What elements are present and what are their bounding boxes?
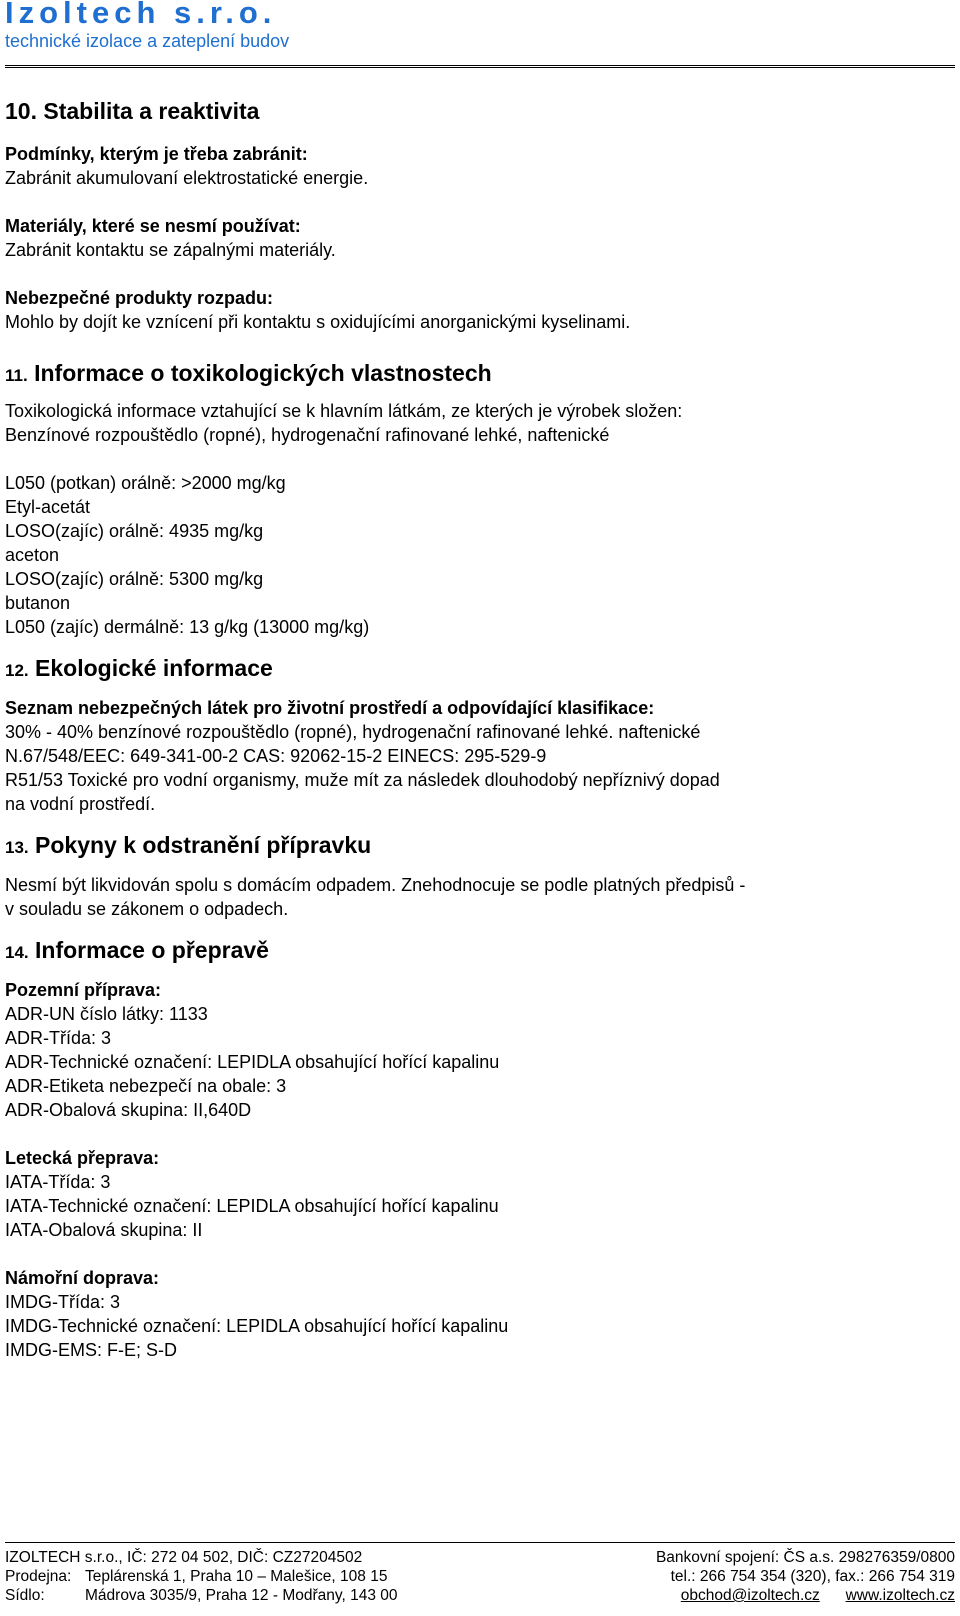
section-13-heading (5, 830, 955, 863)
list-item: aceton (5, 545, 60, 565)
list-item: IMDG-EMS: F-E; S-D (5, 1340, 177, 1360)
footer-divider (5, 1542, 955, 1543)
section-number: 11. (5, 366, 28, 385)
subheading: Materiály, které se nesmí používat: (5, 216, 301, 236)
subheading: Podmínky, kterým je třeba zabránit: (5, 144, 308, 164)
list-item: LOSO(zajíc) orálně: 5300 mg/kg (5, 569, 264, 589)
section-10-heading (5, 96, 955, 126)
document-body (5, 96, 955, 1362)
list-item: ADR-Technické označení: LEPIDLA obsahující hořící kapalinu (5, 1052, 500, 1072)
footer-phone: tel.: 266 754 354 (320), fax.: 266 754 319 (670, 1568, 955, 1585)
subheading: Pozemní příprava: (5, 980, 162, 1000)
list-item: IMDG-Technické označení: LEPIDLA obsahující hořící kapalinu (5, 1316, 509, 1336)
footer-shop-label: Prodejna: (5, 1568, 72, 1585)
section-number: 10. (5, 98, 37, 124)
paragraph: v souladu se zákonem o odpadech. (5, 899, 289, 919)
list-item: Etyl-acetát (5, 497, 91, 517)
email-link[interactable]: obchod@izoltech.cz (680, 1587, 820, 1604)
letterhead (5, 0, 955, 52)
footer-shop-address: Teplárenská 1, Praha 10 – Malešice, 108 15 (85, 1568, 388, 1585)
list-item: LOSO(zajíc) orálně: 4935 mg/kg (5, 521, 264, 541)
list-item: IMDG-Třída: 3 (5, 1292, 121, 1312)
paragraph: Nesmí být likvidován spolu s domácím odpadem. Znehodnocuje se podle platných předpisů - (5, 875, 746, 895)
section-14-heading (5, 935, 955, 968)
footer-seat-label: Sídlo: (5, 1587, 45, 1604)
list-item: ADR-Třída: 3 (5, 1028, 112, 1048)
list-item: IATA-Obalová skupina: II (5, 1220, 203, 1240)
paragraph: Toxikologická informace vztahující se k hlavním látkám, ze kterých je výrobek složen: (5, 401, 683, 421)
list-item: ADR-Obalová skupina: II,640D (5, 1100, 252, 1120)
company-tagline: technické izolace a zateplení budov (5, 31, 290, 51)
section-12-heading (5, 653, 955, 686)
section-title: Stabilita a reaktivita (43, 98, 260, 124)
paragraph: na vodní prostředí. (5, 794, 156, 814)
list-item: butanon (5, 593, 71, 613)
subheading: Seznam nebezpečných látek pro životní prostředí a odpovídající klasifikace: (5, 698, 655, 718)
section-number: 12. (5, 661, 29, 680)
list-item: ADR-Etiketa nebezpečí na obale: 3 (5, 1076, 287, 1096)
subheading: Námořní doprava: (5, 1268, 160, 1288)
website-link[interactable]: www.izoltech.cz (845, 1587, 955, 1604)
subheading: Nebezpečné produkty rozpadu: (5, 288, 274, 308)
section-number: 13. (5, 838, 29, 857)
paragraph: Zabránit kontaktu se zápalnými materiály. (5, 240, 336, 260)
list-item: ADR-UN číslo látky: 1133 (5, 1004, 208, 1024)
section-11-heading (5, 358, 955, 391)
footer (5, 1548, 955, 1605)
paragraph: Mohlo by dojít ke vznícení při kontaktu s oxidujícími anorganickými kyselinami. (5, 312, 631, 332)
paragraph: R51/53 Toxické pro vodní organismy, muže mít za následek dlouhodobý nepříznivý dopad (5, 770, 720, 790)
paragraph: N.67/548/EEC: 649-341-00-2 CAS: 92062-15-2 EINECS: 295-529-9 (5, 746, 547, 766)
section-title: Informace o toxikologických vlastnostech (34, 360, 492, 386)
section-number: 14. (5, 943, 29, 962)
paragraph: Zabránit akumulovaní elektrostatické energie. (5, 168, 369, 188)
footer-company-ids: IZOLTECH s.r.o., IČ: 272 04 502, DIČ: CZ27204502 (5, 1549, 363, 1566)
section-title: Ekologické informace (35, 655, 273, 681)
section-title: Pokyny k odstranění přípravku (35, 832, 372, 858)
footer-seat-address: Mádrova 3035/9, Praha 12 - Modřany, 143 00 (85, 1587, 398, 1604)
list-item: L050 (potkan) orálně: >2000 mg/kg (5, 473, 286, 493)
section-title: Informace o přepravě (35, 937, 269, 963)
footer-bank: Bankovní spojení: ČS a.s. 298276359/0800 (655, 1549, 955, 1566)
subheading: Letecká přeprava: (5, 1148, 160, 1168)
list-item: L050 (zajíc) dermálně: 13 g/kg (13000 mg/kg) (5, 617, 370, 637)
paragraph: 30% - 40% benzínové rozpouštědlo (ropné), hydrogenační rafinované lehké. naftenické (5, 722, 701, 742)
company-name: Izoltech s.r.o. (5, 0, 277, 30)
list-item: IATA-Technické označení: LEPIDLA obsahující hořící kapalinu (5, 1196, 499, 1216)
list-item: IATA-Třída: 3 (5, 1172, 111, 1192)
paragraph: Benzínové rozpouštědlo (ropné), hydrogenační rafinované lehké, naftenické (5, 425, 610, 445)
header-divider (5, 65, 955, 68)
